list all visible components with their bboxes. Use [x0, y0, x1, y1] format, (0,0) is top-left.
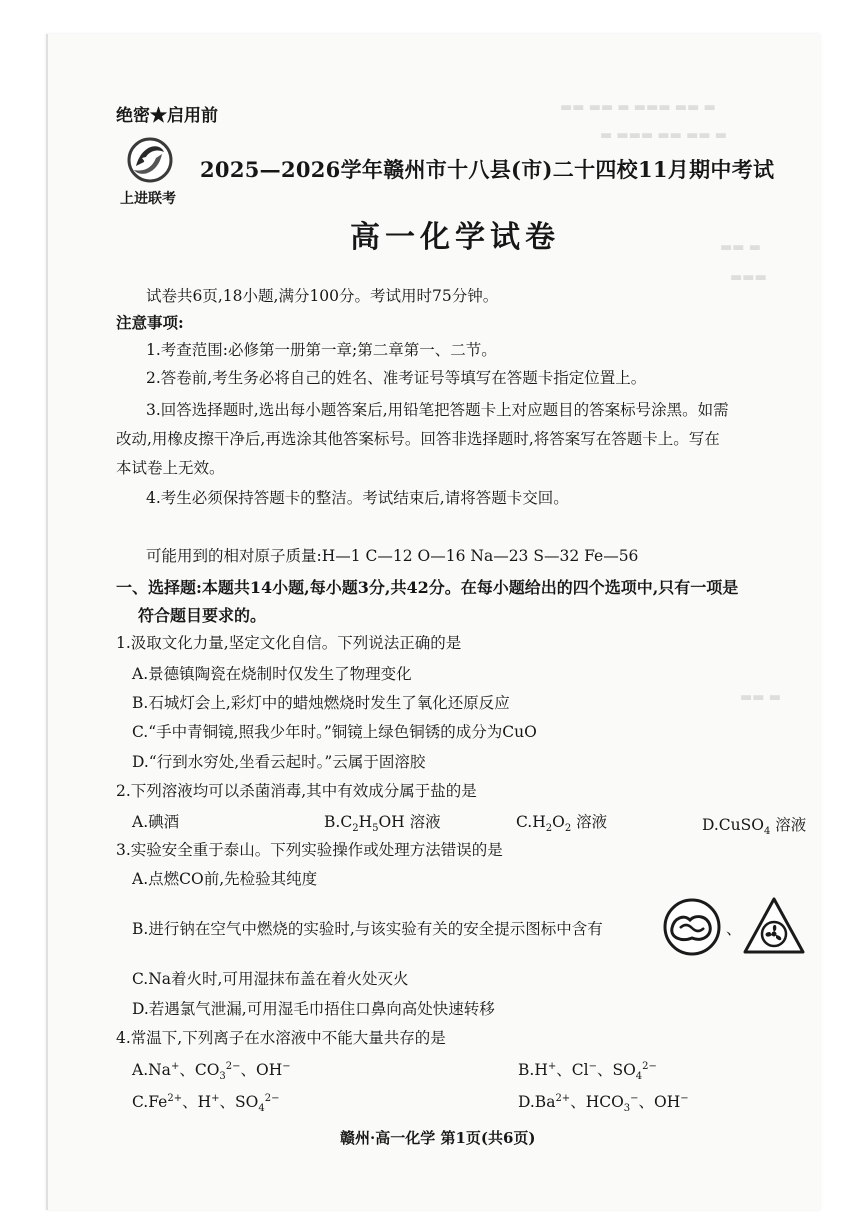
note-item: 2.答卷前,考生务必将自己的姓名、准考证号等填写在答题卡指定位置上。 [146, 369, 647, 387]
question-4-stem: 4.常温下,下列离子在水溶液中不能大量共存的是 [116, 1029, 446, 1047]
note-item: 3.回答选择题时,选出每小题答案后,用铅笔把答题卡上对应题目的答案标号涂黑。如需 [146, 401, 729, 419]
atomic-masses: 可能用到的相对原子质量:H—1 C—12 O—16 Na—23 S—32 Fe—56 [146, 547, 639, 565]
bleed-through-text: ▬▬ ▬ [740, 690, 781, 705]
q4-option-c: $C.Fe^{2+}$、H+、$SO_4^{2-}$ [132, 1092, 280, 1115]
q2-option-a: A.碘酒 [132, 813, 180, 831]
q1-option-b: B.石城灯会上,彩灯中的蜡烛燃烧时发生了氧化还原反应 [132, 694, 510, 712]
note-item: 改动,用橡皮擦干净后,再选涂其他答案标号。回答非选择题时,将答案写在答题卡上。写在 [116, 430, 720, 448]
q3-icon-separator: 、 [726, 920, 742, 938]
page-footer: 赣州·高一化学 第1页(共6页) [340, 1129, 536, 1147]
confidential-label: 绝密★启用前 [116, 106, 218, 126]
q4-option-d: $D.Ba^{2+}$、$HCO_3^-$、OH− [518, 1092, 689, 1115]
note-item: 4.考生必须保持答题卡的整洁。考试结束后,请将答题卡交回。 [146, 489, 569, 507]
q2-option-d: D.CuSO$_4$ 溶液 [702, 816, 807, 838]
q1-option-c: C.“手中青铜镜,照我少年时。”铜镜上绿色铜锈的成分为CuO [132, 723, 537, 741]
q2-option-b: $B.C_2H_5OH$ 溶液 [324, 813, 441, 835]
ventilation-hazard-icon [742, 896, 806, 960]
logo [120, 136, 184, 208]
q4-option-a: A.Na+、$CO_3^{2-}$、OH− [132, 1060, 291, 1083]
q3-option-b: B.进行钠在空气中燃烧的实验时,与该实验有关的安全提示图标中含有 [132, 920, 603, 938]
note-item: 本试卷上无效。 [116, 459, 225, 477]
question-2-stem: 2.下列溶液均可以杀菌消毒,其中有效成分属于盐的是 [116, 782, 477, 800]
q4-option-b: B.H+、Cl−、$SO_4^{2-}$ [518, 1060, 657, 1083]
bleed-through-text: ▬▬▬ [730, 270, 767, 285]
q2-option-c: $C.H_2O_2$ 溶液 [516, 813, 608, 835]
bleed-through-text: ▬ ▬▬▬ ▬▬ ▬▬ ▬ [600, 128, 728, 143]
q3-option-a: A.点燃CO前,先检验其纯度 [132, 870, 318, 888]
logo-text: 上进联考 [120, 191, 176, 207]
section-heading-cont: 符合题目要求的。 [138, 606, 267, 625]
q3-option-c: C.Na着火时,可用湿抹布盖在着火处灭火 [132, 970, 409, 988]
question-3-stem: 3.实验安全重于泰山。下列实验操作或处理方法错误的是 [116, 841, 503, 859]
bleed-through-text: ▬▬ ▬▬ ▬ ▬▬▬ ▬▬ ▬ [560, 100, 716, 115]
notes-heading: 注意事项: [116, 313, 184, 332]
hot-surface-hazard-icon [662, 898, 722, 960]
section-heading: 一、选择题:本题共14小题,每小题3分,共42分。在每小题给出的四个选项中,只有一项是 [116, 578, 739, 597]
q1-option-d: D.“行到水穷处,坐看云起时。”云属于固溶胶 [132, 753, 426, 771]
note-item: 1.考查范围:必修第一册第一章;第二章第一、二节。 [146, 341, 497, 359]
exam-title: 2025—2026学年赣州市十八县(市)二十四校11月期中考试 [200, 157, 775, 182]
exam-intro: 试卷共6页,18小题,满分100分。考试用时75分钟。 [146, 287, 499, 305]
question-1-stem: 1.汲取文化力量,坚定文化自信。下列说法正确的是 [116, 634, 462, 652]
q3-option-d: D.若遇氯气泄漏,可用湿毛巾捂住口鼻向高处快速转移 [132, 1000, 495, 1018]
bleed-through-text: ▬▬ ▬ [720, 240, 761, 255]
q1-option-a: A.景德镇陶瓷在烧制时仅发生了物理变化 [132, 665, 412, 683]
subject-title: 高一化学试卷 [350, 220, 560, 255]
